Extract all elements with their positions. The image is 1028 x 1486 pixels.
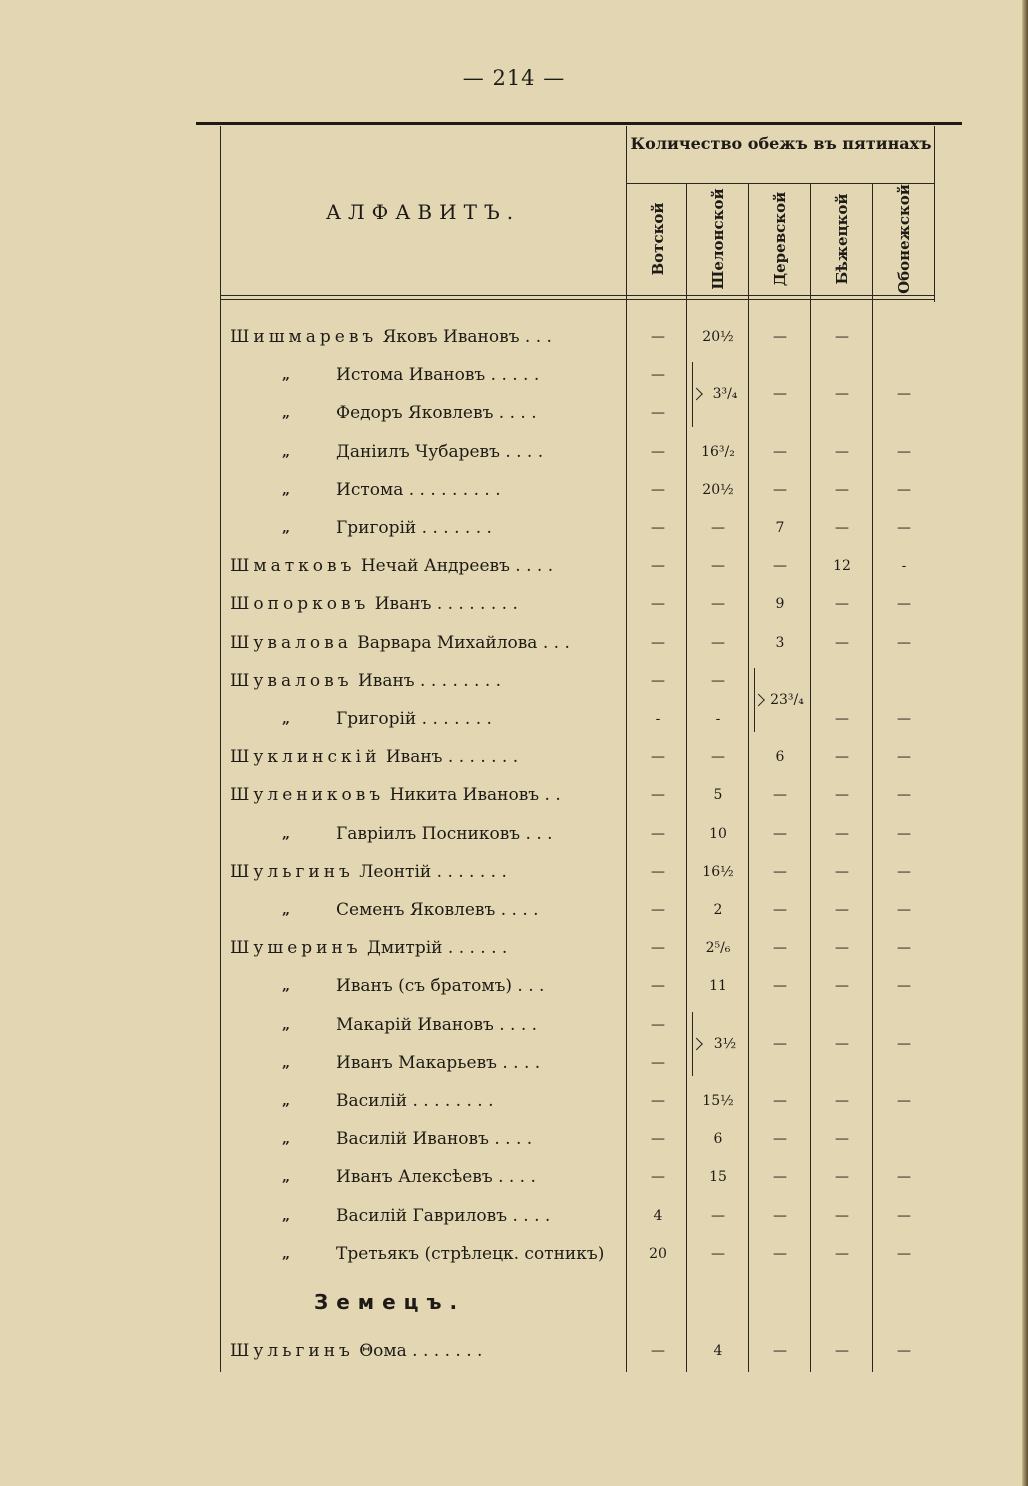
merged-dash: — (835, 386, 849, 403)
entry-name (336, 1089, 606, 1113)
value-cell-3: 3 (775, 634, 785, 651)
value-cell-1: 20 (649, 1245, 667, 1262)
ditto-mark: „ (282, 520, 291, 536)
given-name: Истома Ивановъ . . . . . (336, 365, 540, 386)
value-cell-2: — (711, 596, 725, 613)
value-cell-4: — (835, 1131, 849, 1148)
value-cell-1: — (651, 481, 665, 498)
surname: Шишмаревъ (230, 327, 378, 347)
given-name: Иванъ . . . . . . . . (374, 594, 518, 615)
value-cell-1: — (651, 787, 665, 804)
table-row (196, 891, 962, 929)
value-cell-2: — (711, 1207, 725, 1224)
entry-name (230, 554, 606, 578)
entry-name (230, 936, 606, 960)
entry-name (230, 745, 606, 769)
section-heading-zemets: Земецъ. (314, 1290, 466, 1314)
value-cell-2: — (711, 749, 725, 766)
value-cell-1: — (651, 558, 665, 575)
entry-name (336, 1165, 606, 1189)
given-name: Иванъ Макарьевъ . . . . (336, 1052, 541, 1073)
merged-dash: — (773, 1035, 787, 1052)
merged-dash: — (835, 1035, 849, 1052)
value-cell-1: — (651, 1016, 665, 1033)
given-name: Θома . . . . . . . (359, 1341, 483, 1361)
value-cell-1: - (655, 711, 661, 727)
value-cell-4: — (835, 1343, 849, 1359)
ditto-mark: „ (282, 1016, 291, 1033)
value-cell-3: 7 (775, 520, 785, 536)
column-header-1 (628, 185, 688, 293)
surname: Шуваловъ (230, 670, 353, 691)
entry-name (336, 516, 606, 540)
value-cell-1: — (651, 329, 665, 345)
table-row (196, 815, 962, 853)
table-row (196, 929, 962, 967)
value-cell-5: — (897, 1093, 911, 1109)
entry-name (336, 974, 606, 998)
value-cell-1: — (651, 405, 665, 422)
head-rule-2 (220, 299, 934, 300)
column-header-label: Обонежской (895, 184, 913, 294)
value-cell-4: — (835, 1207, 849, 1224)
value-cell-2: 11 (709, 978, 727, 995)
entry-name (336, 440, 606, 464)
column-header-label: Деревской (771, 191, 789, 287)
value-cell-2: 4 (713, 1343, 723, 1359)
table-row (196, 509, 962, 547)
table-row (196, 700, 962, 738)
entry-name (336, 1242, 606, 1266)
given-name: Макарій Ивановъ . . . . (336, 1014, 538, 1035)
given-name: Григорій . . . . . . . (336, 709, 492, 729)
column-header-2 (688, 185, 748, 293)
surname: Шуклинскій (230, 747, 381, 768)
column-header-label: Вотской (649, 202, 667, 276)
table-row (196, 318, 962, 356)
surname: Шулениковъ (230, 785, 385, 806)
merged-value: 3³/₄ (712, 386, 738, 403)
entry-name (230, 860, 606, 884)
value-cell-2: 6 (713, 1131, 723, 1148)
value-cell-5: — (897, 481, 911, 498)
value-cell-2: 2 (713, 902, 723, 918)
table-row (196, 471, 962, 509)
given-name: Григорій . . . . . . . (336, 518, 492, 538)
table-row (196, 853, 962, 891)
value-cell-2: 16½ (702, 863, 734, 880)
value-cell-1: — (651, 672, 665, 689)
value-cell-1: — (651, 825, 665, 842)
entry-name (336, 1051, 606, 1075)
value-cell-3: — (773, 1245, 787, 1262)
value-cell-4: 12 (833, 558, 851, 575)
entry-name (336, 401, 606, 425)
value-cell-1: — (651, 1054, 665, 1071)
given-name: Нечай Андреевъ . . . . (360, 556, 554, 577)
table-row (196, 776, 962, 814)
ditto-mark: „ (282, 902, 291, 918)
table-row (196, 1197, 962, 1235)
value-cell-5: — (897, 1207, 911, 1224)
value-cell-1: — (651, 443, 665, 460)
value-cell-4: — (835, 940, 849, 957)
column-header-label: Шелонской (709, 188, 727, 290)
ditto-mark: „ (282, 978, 291, 995)
value-cell-3: — (773, 558, 787, 575)
value-cell-4: — (835, 443, 849, 460)
value-cell-3: — (773, 1169, 787, 1186)
value-cell-3: 6 (775, 749, 785, 766)
given-name: Василій Ивановъ . . . . (336, 1129, 533, 1150)
value-cell-1: — (651, 863, 665, 880)
value-cell-3: — (773, 825, 787, 842)
value-cell-1: — (651, 978, 665, 995)
value-cell-4: — (835, 596, 849, 613)
value-cell-3: 9 (775, 596, 785, 613)
value-cell-4: — (835, 787, 849, 804)
entry-name (336, 1127, 606, 1151)
table-row (196, 547, 962, 585)
value-cell-1: 4 (653, 1207, 663, 1224)
given-name: Дмитрій . . . . . . (367, 938, 508, 959)
surname: Шматковъ (230, 556, 356, 577)
value-cell-1: — (651, 520, 665, 536)
page-number: — 214 — (462, 66, 566, 90)
entry-name (336, 1204, 606, 1228)
ditto-mark: „ (282, 711, 291, 727)
ditto-mark: „ (282, 1093, 291, 1109)
entry-name (336, 478, 606, 502)
ditto-mark: „ (282, 481, 291, 498)
value-cell-3: — (773, 1343, 787, 1359)
value-cell-5: — (897, 1245, 911, 1262)
value-cell-4: — (835, 634, 849, 651)
value-cell-4: — (835, 978, 849, 995)
value-cell-3: — (773, 1131, 787, 1148)
entry-name (230, 783, 606, 807)
given-name: Иванъ . . . . . . . . (357, 670, 502, 691)
value-cell-2: 5 (713, 787, 723, 804)
ditto-mark: „ (282, 443, 291, 460)
obezh-group-heading: Количество обежъ въ пятинахъ (630, 134, 932, 153)
column-header-5 (874, 185, 934, 293)
entry-name (336, 822, 606, 846)
ditto-mark: „ (282, 825, 291, 842)
value-cell-4: — (835, 825, 849, 842)
value-cell-1: — (651, 1169, 665, 1186)
value-cell-2: 10 (709, 825, 727, 842)
value-cell-3: — (773, 787, 787, 804)
surname: Шушеринъ (230, 938, 362, 959)
entry-name (230, 631, 606, 655)
value-cell-1: — (651, 634, 665, 651)
entry-name (230, 1339, 606, 1363)
value-cell-5: — (897, 711, 911, 727)
entry-name (336, 898, 606, 922)
ditto-mark: „ (282, 405, 291, 422)
value-cell-2: — (711, 1245, 725, 1262)
right-border-head (934, 126, 935, 302)
value-cell-1: — (651, 940, 665, 957)
value-cell-2: 15½ (702, 1093, 734, 1109)
given-name: Леонтій . . . . . . . (359, 861, 507, 882)
value-cell-4: — (835, 1245, 849, 1262)
value-cell-5: — (897, 1169, 911, 1186)
value-cell-4: — (835, 520, 849, 536)
entry-name (230, 669, 606, 693)
value-cell-1: — (651, 1343, 665, 1359)
value-cell-2: — (711, 558, 725, 575)
table-row (196, 585, 962, 623)
value-cell-2: — (711, 634, 725, 651)
given-name: Даніилъ Чубаревъ . . . . (336, 441, 544, 462)
value-cell-5: — (897, 520, 911, 536)
value-cell-4: — (835, 711, 849, 727)
value-cell-1: — (651, 749, 665, 766)
register-table (196, 122, 962, 1372)
given-name: Третьякъ (стрѣлецк. сотникъ) (336, 1243, 605, 1264)
group-underline (626, 183, 934, 184)
ditto-mark: „ (282, 1131, 291, 1148)
column-header-3 (750, 185, 810, 293)
ditto-mark: „ (282, 1169, 291, 1186)
table-row (196, 1120, 962, 1158)
value-cell-1: — (651, 1093, 665, 1109)
table-row (196, 624, 962, 662)
page-edge (1022, 0, 1028, 1486)
value-cell-2: 2⁵/₆ (705, 940, 731, 957)
value-cell-3: — (773, 1207, 787, 1224)
given-name: Гавріилъ Посниковъ . . . (336, 823, 553, 844)
table-row (196, 433, 962, 471)
ditto-mark: „ (282, 1054, 291, 1071)
merged-value: 3½ (713, 1035, 737, 1052)
value-cell-1: — (651, 596, 665, 613)
value-cell-4: — (835, 1093, 849, 1109)
column-header-label: Бѣжецкой (833, 193, 851, 285)
table-row (196, 1235, 962, 1273)
value-cell-4: — (835, 902, 849, 918)
value-cell-2: 20½ (702, 329, 734, 345)
given-name: Варвара Михайлова . . . (357, 632, 570, 653)
table-row (196, 967, 962, 1005)
value-cell-1: — (651, 367, 665, 384)
value-cell-5: — (897, 443, 911, 460)
column-header-4 (812, 185, 872, 293)
value-cell-1: — (651, 902, 665, 918)
table-row-zemets (196, 1332, 962, 1370)
value-cell-5: — (897, 825, 911, 842)
value-cell-5: — (897, 634, 911, 651)
value-cell-4: — (835, 749, 849, 766)
given-name: Яковъ Ивановъ . . . (382, 327, 552, 347)
value-cell-2: 20½ (702, 481, 734, 498)
entry-name (230, 325, 606, 349)
value-cell-4: — (835, 329, 849, 345)
value-cell-2: — (711, 672, 725, 689)
merged-dash: — (897, 386, 911, 403)
ditto-mark: „ (282, 1245, 291, 1262)
merged-dash: — (897, 1035, 911, 1052)
surname: Шульгинъ (230, 1341, 354, 1361)
given-name: Иванъ Алексѣевъ . . . . (336, 1167, 536, 1188)
value-cell-3: — (773, 863, 787, 880)
entry-name (230, 592, 606, 616)
entry-name (336, 363, 606, 387)
value-cell-2: — (711, 520, 725, 536)
given-name: Василій . . . . . . . . (336, 1091, 494, 1111)
ditto-mark: „ (282, 1207, 291, 1224)
value-cell-3: — (773, 481, 787, 498)
table-row (196, 1082, 962, 1120)
value-cell-2: 16³/₂ (701, 443, 735, 460)
given-name: Никита Ивановъ . . (389, 785, 561, 806)
table-row (196, 662, 962, 700)
value-cell-3: — (773, 329, 787, 345)
surname: Шопорковъ (230, 594, 370, 615)
value-cell-5: — (897, 902, 911, 918)
value-cell-3: — (773, 902, 787, 918)
value-cell-3: — (773, 978, 787, 995)
value-cell-3: — (773, 940, 787, 957)
value-cell-3: — (773, 1093, 787, 1109)
surname: Шувалова (230, 632, 352, 653)
value-cell-4: — (835, 1169, 849, 1186)
value-cell-5: — (897, 940, 911, 957)
merged-value: 23³/₄ (770, 692, 804, 708)
entry-name (336, 1013, 606, 1037)
given-name: Истома . . . . . . . . . (336, 479, 501, 500)
value-cell-1: — (651, 1131, 665, 1148)
top-rule (196, 122, 962, 125)
given-name: Федоръ Яковлевъ . . . . (336, 403, 537, 424)
given-name: Иванъ . . . . . . . (385, 747, 519, 768)
merged-dash: — (773, 386, 787, 403)
given-name: Иванъ (съ братомъ) . . . (336, 976, 545, 997)
value-cell-4: — (835, 481, 849, 498)
value-cell-5: — (897, 596, 911, 613)
given-name: Семенъ Яковлевъ . . . . (336, 900, 539, 920)
value-cell-5: — (897, 863, 911, 880)
surname: Шульгинъ (230, 861, 354, 882)
ditto-mark: „ (282, 367, 291, 384)
value-cell-2: 15 (709, 1169, 727, 1186)
value-cell-2: - (715, 711, 721, 727)
table-row (196, 738, 962, 776)
value-cell-5: — (897, 787, 911, 804)
alphabet-heading: АЛФАВИТЪ. (325, 200, 521, 224)
value-cell-5: - (901, 558, 907, 575)
head-rule-1 (220, 295, 934, 296)
value-cell-4: — (835, 863, 849, 880)
entry-name (336, 707, 606, 731)
value-cell-3: — (773, 443, 787, 460)
value-cell-5: — (897, 978, 911, 995)
value-cell-5: — (897, 749, 911, 766)
given-name: Василій Гавриловъ . . . . (336, 1205, 551, 1226)
table-row (196, 1158, 962, 1196)
value-cell-5: — (897, 1343, 911, 1359)
